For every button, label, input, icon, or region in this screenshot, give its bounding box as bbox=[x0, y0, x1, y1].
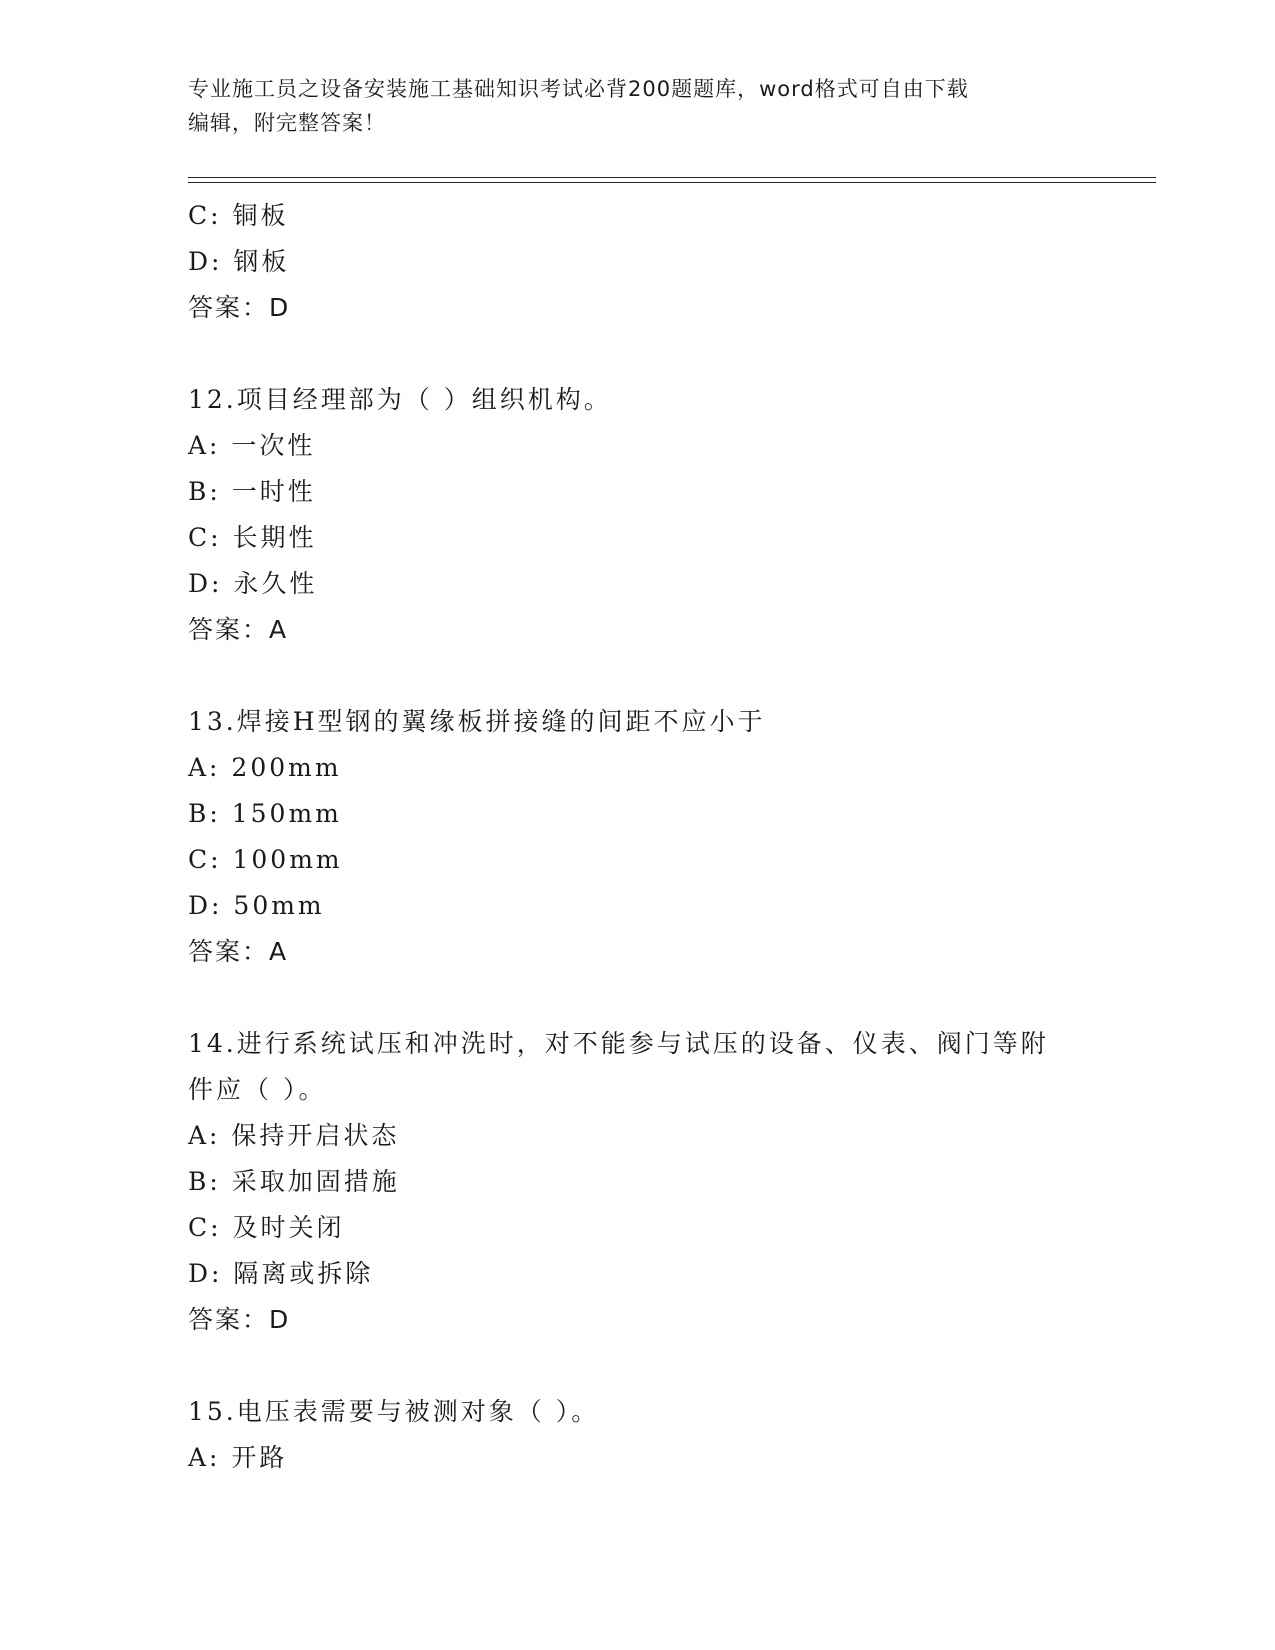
document-header bbox=[188, 72, 1088, 140]
option-a: A: 200mm bbox=[188, 753, 342, 782]
option-c: C: 及时关闭 bbox=[188, 1213, 345, 1242]
question-text: 15.电压表需要与被测对象（ ）。 bbox=[188, 1397, 600, 1426]
question-12 bbox=[188, 377, 1088, 653]
question-text-line2: 件应（ ）。 bbox=[188, 1075, 327, 1104]
header-title-line2: 编辑，附完整答案！ bbox=[188, 111, 386, 135]
header-title-line1: 专业施工员之设备安装施工基础知识考试必背200题题库，word格式可自由下载 bbox=[188, 77, 969, 101]
question-text-line1: 14.进行系统试压和冲洗时，对不能参与试压的设备、仪表、阀门等附 bbox=[188, 1029, 1049, 1058]
option-c: C: 铜板 bbox=[188, 201, 289, 230]
question-15 bbox=[188, 1389, 1088, 1481]
option-d: D: 50mm bbox=[188, 891, 325, 920]
option-d: D: 隔离或拆除 bbox=[188, 1259, 374, 1288]
option-a: A: 开路 bbox=[188, 1443, 288, 1472]
option-a: A: 保持开启状态 bbox=[188, 1121, 400, 1150]
spacer bbox=[188, 331, 1088, 377]
question-13 bbox=[188, 699, 1088, 975]
question-list bbox=[188, 193, 1088, 1481]
option-d: D: 钢板 bbox=[188, 247, 290, 276]
header-divider-top bbox=[188, 177, 1156, 178]
question-11 bbox=[188, 193, 1088, 331]
question-text: 12.项目经理部为（ ）组织机构。 bbox=[188, 385, 612, 414]
answer: 答案：A bbox=[188, 937, 289, 966]
option-c: C: 100mm bbox=[188, 845, 343, 874]
option-c: C: 长期性 bbox=[188, 523, 317, 552]
option-b: B: 采取加固措施 bbox=[188, 1167, 400, 1196]
answer: 答案：D bbox=[188, 293, 291, 322]
option-d: D: 永久性 bbox=[188, 569, 318, 598]
option-b: B: 150mm bbox=[188, 799, 342, 828]
header-divider-bottom bbox=[188, 182, 1156, 183]
spacer bbox=[188, 653, 1088, 699]
spacer bbox=[188, 1343, 1088, 1389]
spacer bbox=[188, 975, 1088, 1021]
question-text: 13.焊接H型钢的翼缘板拼接缝的间距不应小于 bbox=[188, 707, 766, 736]
option-a: A: 一次性 bbox=[188, 431, 316, 460]
option-b: B: 一时性 bbox=[188, 477, 316, 506]
answer: 答案：D bbox=[188, 1305, 291, 1334]
answer: 答案：A bbox=[188, 615, 289, 644]
question-14 bbox=[188, 1021, 1088, 1343]
